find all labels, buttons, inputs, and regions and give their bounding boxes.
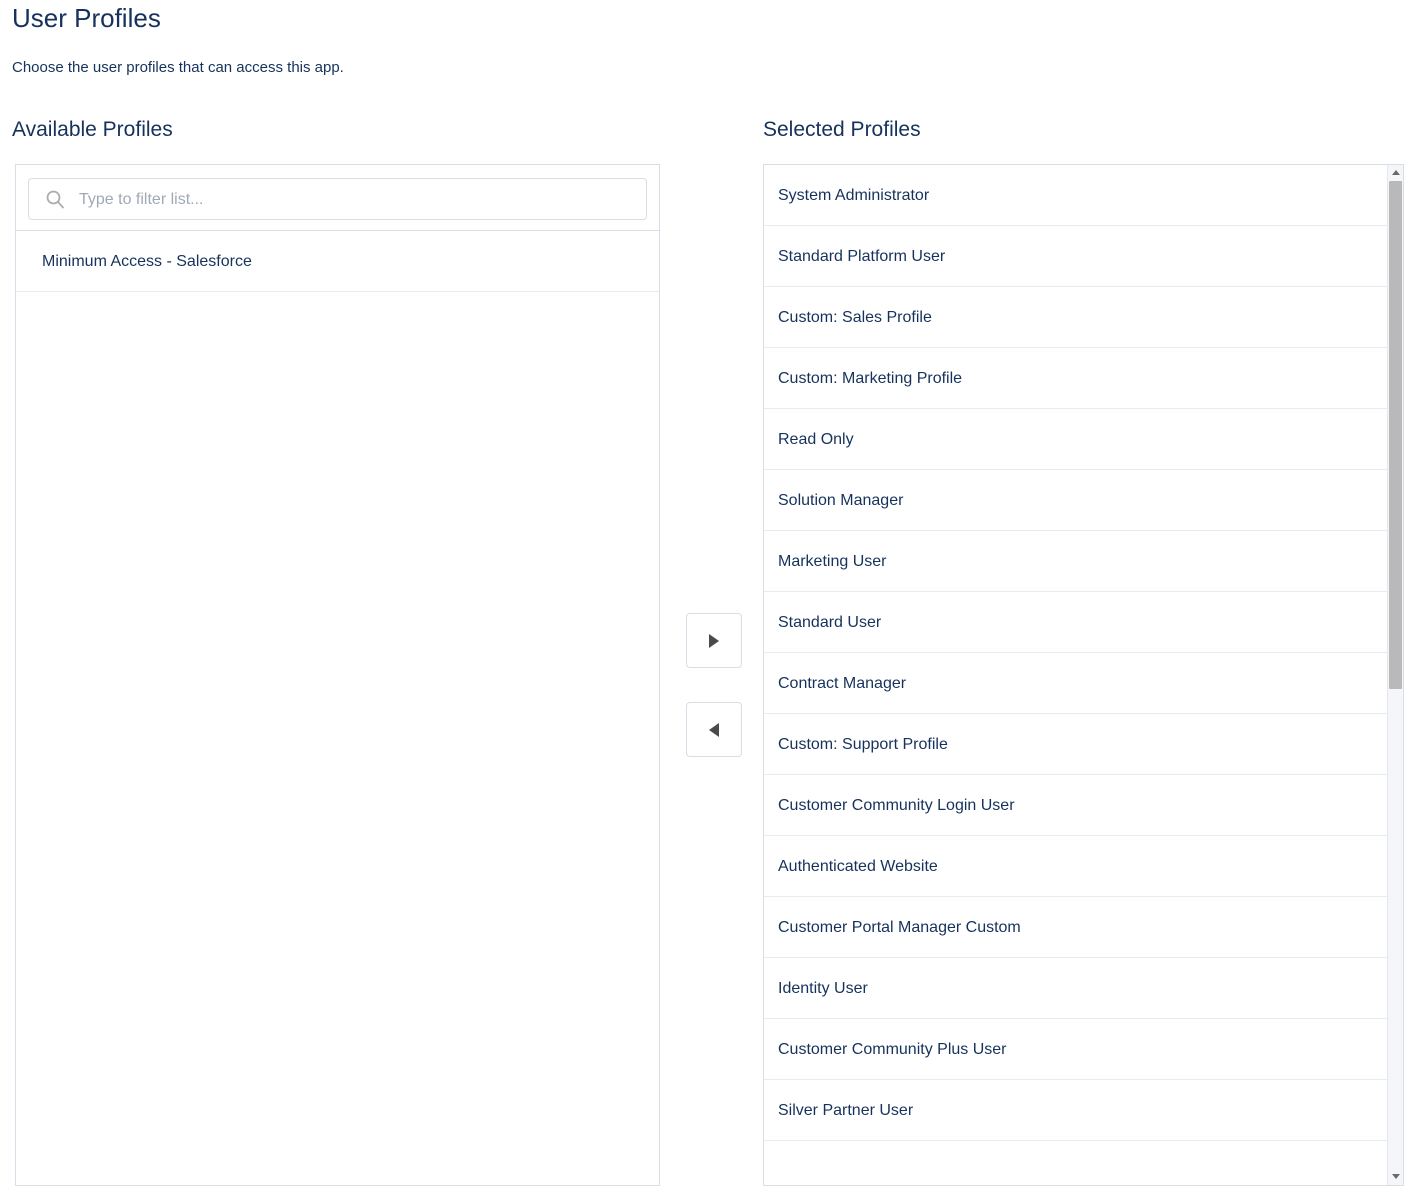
- selected-profiles-panel: [763, 164, 1404, 1186]
- page-title: User Profiles: [12, 3, 161, 33]
- filter-row: [16, 165, 659, 231]
- triangle-down-icon: [1392, 1174, 1400, 1179]
- search-icon: [45, 189, 65, 209]
- page-subtitle: Choose the user profiles that can access this app.: [12, 59, 344, 76]
- list-item[interactable]: Authenticated Website: [764, 836, 1387, 897]
- list-item[interactable]: Solution Manager: [764, 470, 1387, 531]
- scroll-down-button[interactable]: [1388, 1169, 1403, 1185]
- triangle-left-icon: [709, 723, 719, 737]
- selected-profiles-heading: Selected Profiles: [763, 118, 921, 141]
- selected-profiles-scrollbar[interactable]: [1387, 165, 1403, 1185]
- list-item[interactable]: Silver Partner User: [764, 1080, 1387, 1141]
- add-profile-button[interactable]: [686, 613, 742, 668]
- scrollbar-thumb[interactable]: [1389, 181, 1402, 689]
- list-item[interactable]: Marketing User: [764, 531, 1387, 592]
- scroll-up-button[interactable]: [1388, 165, 1403, 181]
- available-profiles-heading: Available Profiles: [12, 118, 173, 141]
- available-profiles-list: [16, 231, 659, 292]
- selected-profiles-list: [764, 165, 1387, 1185]
- remove-profile-button[interactable]: [686, 702, 742, 757]
- list-item[interactable]: Custom: Marketing Profile: [764, 348, 1387, 409]
- list-item[interactable]: Read Only: [764, 409, 1387, 470]
- list-item[interactable]: Contract Manager: [764, 653, 1387, 714]
- list-item[interactable]: Standard User: [764, 592, 1387, 653]
- list-item[interactable]: Identity User: [764, 958, 1387, 1019]
- list-item[interactable]: Standard Platform User: [764, 226, 1387, 287]
- list-item[interactable]: Customer Portal Manager Custom: [764, 897, 1387, 958]
- search-input[interactable]: [77, 179, 641, 221]
- available-profiles-panel: [15, 164, 660, 1186]
- list-item[interactable]: Custom: Sales Profile: [764, 287, 1387, 348]
- list-item[interactable]: System Administrator: [764, 165, 1387, 226]
- list-item[interactable]: Customer Community Login User: [764, 775, 1387, 836]
- selected-profiles-scroll-area: [764, 165, 1387, 1185]
- triangle-right-icon: [709, 634, 719, 648]
- list-item[interactable]: Custom: Support Profile: [764, 714, 1387, 775]
- triangle-up-icon: [1392, 170, 1400, 175]
- list-item[interactable]: [764, 1141, 1387, 1185]
- filter-box[interactable]: [28, 178, 647, 220]
- list-item[interactable]: Minimum Access - Salesforce: [16, 231, 659, 292]
- list-item[interactable]: Customer Community Plus User: [764, 1019, 1387, 1080]
- transfer-buttons: [686, 613, 742, 791]
